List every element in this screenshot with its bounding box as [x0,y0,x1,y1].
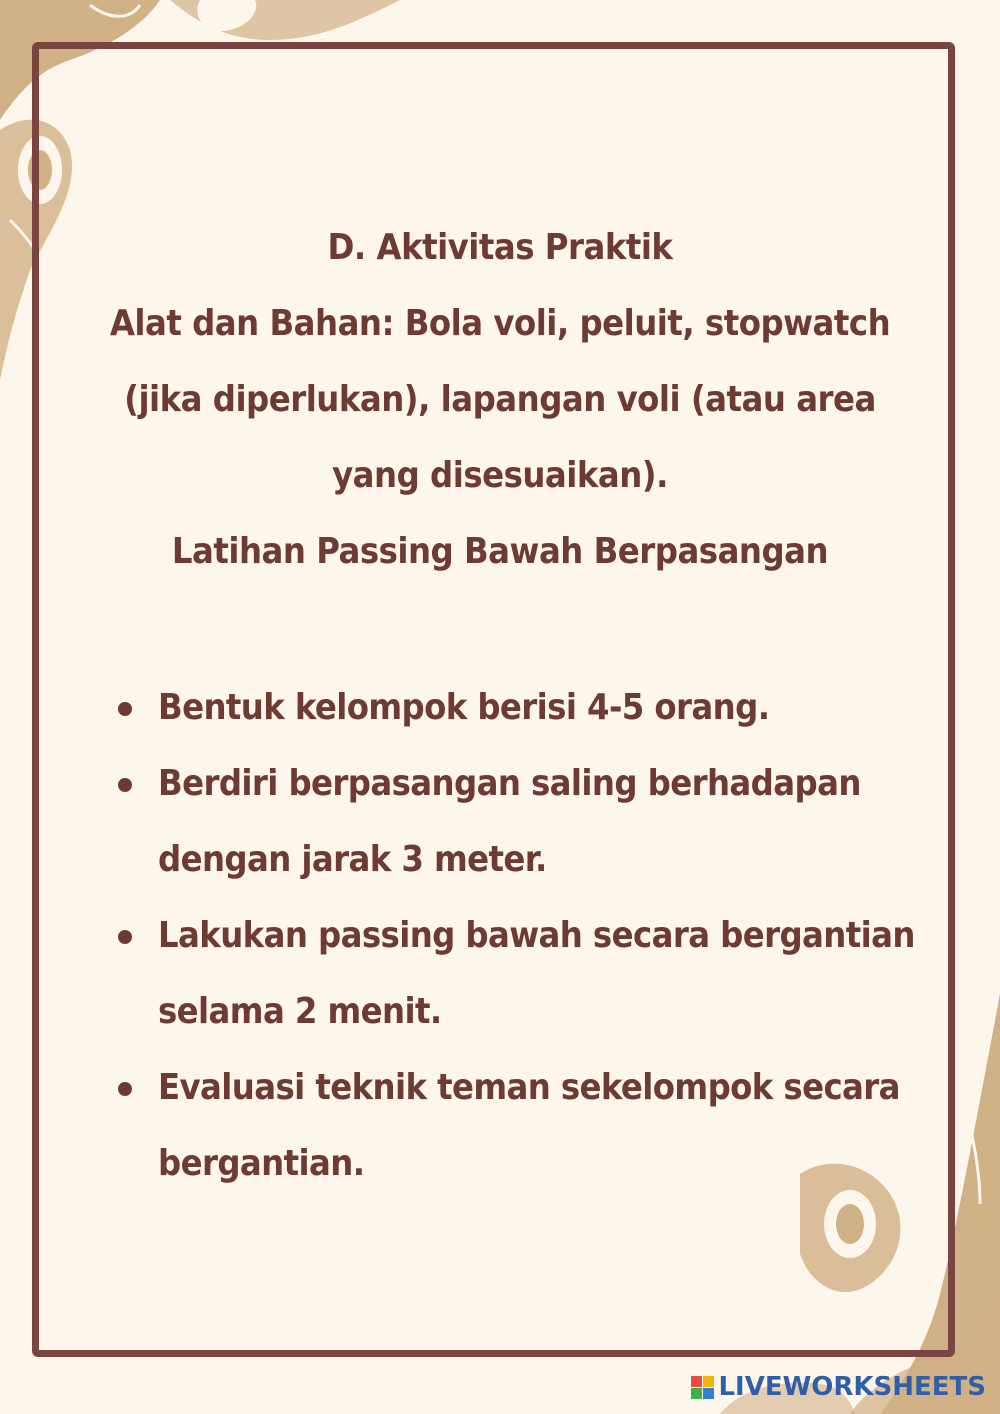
bullet-icon [118,778,132,792]
materials-text: Alat dan Bahan: Bola voli, peluit, stopwatch (jika diperlukan), lapangan voli (atau area yang disesuaikan). [109,303,891,496]
list-item [158,1050,948,1202]
list-item [158,670,948,746]
list-item [158,746,948,898]
step-text: Berdiri berpasangan saling berhadapan dengan jarak 3 meter. [158,763,861,880]
list-item [158,898,948,1050]
exercise-title: Latihan Passing Bawah Berpasangan [171,531,829,572]
liveworksheets-watermark [691,1372,986,1402]
step-text: Evaluasi teknik teman sekelompok secara bergantian. [158,1067,900,1184]
liveworksheets-logo-icon [691,1376,714,1399]
bullet-icon [118,930,132,944]
bullet-icon [118,702,132,716]
step-text: Bentuk kelompok berisi 4-5 orang. [158,687,770,728]
bullet-icon [118,1082,132,1096]
watermark-text: LIVEWORKSHEETS [718,1372,986,1402]
steps-list [40,670,948,1202]
header-block [40,210,960,590]
worksheet-content [40,210,960,1202]
step-text: Lakukan passing bawah secara bergantian selama 2 menit. [158,915,915,1032]
section-title: D. Aktivitas Praktik [327,227,673,268]
